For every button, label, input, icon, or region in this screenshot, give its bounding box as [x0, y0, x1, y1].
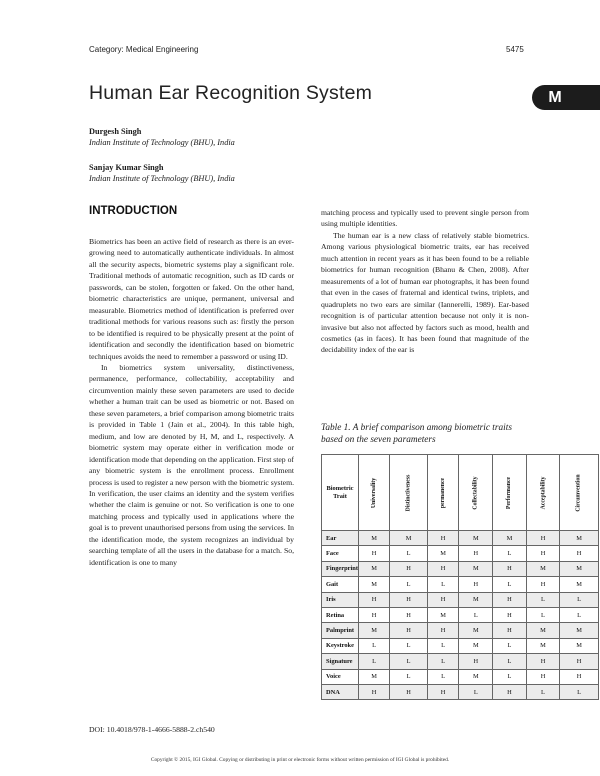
rating-cell: H	[526, 577, 560, 592]
author-block-2	[89, 162, 235, 184]
rating-cell: H	[427, 684, 458, 699]
rating-cell: M	[459, 623, 493, 638]
rating-cell: H	[560, 546, 598, 561]
rating-cell: H	[560, 654, 598, 669]
rating-cell: L	[390, 638, 428, 653]
rating-cell: L	[390, 577, 428, 592]
rating-cell: L	[526, 592, 560, 607]
table-row	[322, 623, 599, 638]
rating-cell: M	[427, 546, 458, 561]
rating-cell: L	[493, 669, 526, 684]
trait-name-cell: Keystroke	[322, 638, 359, 653]
rating-cell: H	[358, 546, 389, 561]
rating-cell: L	[526, 607, 560, 622]
copyright-notice: Copyright © 2015, IGI Global. Copying or distributing in print or electronic forms without written permission of IGI Global is prohibited.	[150, 757, 450, 763]
rating-cell: L	[427, 638, 458, 653]
column-header: Performance	[493, 455, 526, 531]
rating-cell: L	[459, 607, 493, 622]
paragraph: Biometrics has been an active field of research as there is an ever-growing need to automatically authenticate individuals. In almost all the security aspects, biometric systems play a significant role. Traditional methods of automatic recognition, such as ID cards or passwords, can be stolen, forgotten or faked. On the other hand, biometric characteristics are unique, permanent, universal and measurable. Biometrics method of identification is preferred over traditional methods for various reasons such as: firstly the person to be identified is required to be physically present at the point of identification and secondly the identification based on biometric techniques avoids the need to remember a password or using ID.	[89, 237, 294, 361]
table-row	[322, 592, 599, 607]
table-row	[322, 654, 599, 669]
trait-name-cell: Iris	[322, 592, 359, 607]
rating-cell: L	[493, 654, 526, 669]
rating-cell: H	[459, 546, 493, 561]
left-text-column	[89, 236, 294, 568]
rating-cell: M	[358, 577, 389, 592]
rating-cell: M	[427, 607, 458, 622]
rating-cell: H	[560, 669, 598, 684]
trait-name-cell: Signature	[322, 654, 359, 669]
rating-cell: M	[459, 531, 493, 546]
author-name: Sanjay Kumar Singh	[89, 163, 164, 172]
rating-cell: L	[358, 638, 389, 653]
table-caption: Table 1. A brief comparison among biometric traits based on the seven parameters	[321, 423, 512, 445]
rating-cell: L	[493, 577, 526, 592]
rating-cell: H	[493, 623, 526, 638]
column-header: permanence	[427, 455, 458, 531]
rating-cell: M	[526, 623, 560, 638]
author-affiliation: Indian Institute of Technology (BHU), India	[89, 174, 235, 183]
trait-name-cell: Gait	[322, 577, 359, 592]
rating-cell: H	[358, 684, 389, 699]
running-header-category: Category: Medical Engineering	[89, 45, 199, 54]
column-header: Acceptability	[526, 455, 560, 531]
rating-cell: H	[459, 654, 493, 669]
rating-cell: M	[358, 531, 389, 546]
trait-name-cell: Fingerprint	[322, 561, 359, 576]
rating-cell: M	[560, 638, 598, 653]
rating-cell: H	[390, 607, 428, 622]
paragraph: The human ear is a new class of relatively stable biometrics. Among various physiological biometric traits, ear has received much attention in recent years as it has been found to be a reliable biometrics for human recognition (Bhanu & Chen, 2008). After measurements of a lot of human ear photographs, it has been found that even in the cases of fraternal and identical twins, triplets, and quadruplets no two ears are similar (Iannerelli, 1989). Ear-based recognition is of particular attention because not only it is non-invasive but also not affected by factors such as mood, health and cosmetics (as in faces). It has been found that magnitude of the decidability index of the ear is	[321, 230, 529, 355]
rating-cell: H	[390, 592, 428, 607]
trait-name-cell: Face	[322, 546, 359, 561]
section-heading-introduction: INTRODUCTION	[89, 205, 178, 217]
rating-cell: H	[493, 684, 526, 699]
rating-cell: H	[427, 561, 458, 576]
rating-cell: M	[358, 561, 389, 576]
column-header: Distinctiveness	[390, 455, 428, 531]
article-title: Human Ear Recognition System	[89, 82, 373, 104]
rating-cell: L	[526, 684, 560, 699]
rating-cell: H	[493, 561, 526, 576]
paragraph: In biometrics system universality, distinctiveness, permanence, performance, collectability, acceptability and circumvention mainly these seven parameters are used to decide whether a human trait can be used as biometric or not. Based on these seven parameters, a brief comparison among biometric traits is provided in Table 1 (Jain et al., 2004). In this table high, medium, and low are denoted by H, M, and L, respectively. A biometric system may operate either in verification mode or identification mode that depending on the application. First step of any biometric system is the enrollment process. Enrollment process is used to register a new person with the biometric system. In verification, the user claims an identity and the system verifies whether the claim is genuine or not. So verification is one to one matching process and typically used in applications where the goal is to prevent unauthorised persons from using the services. In the identification mode, the system recognizes an individual by searching template of all the users in the database for a match. So, identification is one to many	[89, 362, 294, 567]
author-affiliation: Indian Institute of Technology (BHU), India	[89, 138, 235, 147]
rating-cell: L	[560, 592, 598, 607]
rating-cell: L	[459, 684, 493, 699]
rating-cell: M	[526, 638, 560, 653]
rating-cell: H	[526, 546, 560, 561]
table-row	[322, 577, 599, 592]
trait-name-cell: Voice	[322, 669, 359, 684]
rating-cell: H	[390, 684, 428, 699]
paragraph: matching process and typically used to prevent single person from using multiple identities.	[321, 208, 529, 229]
rating-cell: H	[427, 623, 458, 638]
rating-cell: L	[560, 607, 598, 622]
rating-cell: M	[358, 623, 389, 638]
rating-cell: M	[526, 561, 560, 576]
table-body	[322, 531, 599, 700]
trait-name-cell: DNA	[322, 684, 359, 699]
rating-cell: H	[493, 607, 526, 622]
rating-cell: H	[459, 577, 493, 592]
rating-cell: M	[560, 531, 598, 546]
rating-cell: H	[358, 607, 389, 622]
table-row	[322, 531, 599, 546]
rating-cell: L	[427, 669, 458, 684]
rating-cell: L	[427, 577, 458, 592]
rating-cell: L	[390, 546, 428, 561]
column-header: Collectability	[459, 455, 493, 531]
rating-cell: L	[493, 546, 526, 561]
rating-cell: H	[493, 592, 526, 607]
rating-cell: H	[390, 561, 428, 576]
rating-cell: L	[390, 654, 428, 669]
trait-name-cell: Palmprint	[322, 623, 359, 638]
rating-cell: M	[560, 577, 598, 592]
rating-cell: H	[427, 531, 458, 546]
trait-column-header: Biometric Trait	[322, 455, 359, 531]
table-row	[322, 638, 599, 653]
rating-cell: H	[526, 654, 560, 669]
table-row	[322, 561, 599, 576]
rating-cell: M	[560, 561, 598, 576]
column-header: Circumvention	[560, 455, 598, 531]
right-text-column	[321, 207, 529, 356]
rating-cell: M	[358, 669, 389, 684]
rating-cell: M	[390, 531, 428, 546]
section-letter-tab: M	[532, 85, 600, 110]
author-block-1	[89, 126, 235, 148]
table-row	[322, 684, 599, 699]
rating-cell: H	[526, 669, 560, 684]
doi: DOI: 10.4018/978-1-4666-5888-2.ch540	[89, 725, 215, 734]
table-row	[322, 607, 599, 622]
page-number: 5475	[506, 45, 524, 54]
table-row	[322, 669, 599, 684]
rating-cell: H	[358, 592, 389, 607]
rating-cell: L	[390, 669, 428, 684]
rating-cell: M	[459, 592, 493, 607]
rating-cell: M	[459, 669, 493, 684]
rating-cell: M	[459, 638, 493, 653]
rating-cell: M	[459, 561, 493, 576]
rating-cell: H	[427, 592, 458, 607]
rating-cell: M	[560, 623, 598, 638]
rating-cell: L	[493, 638, 526, 653]
column-header: Universality	[358, 455, 389, 531]
table-row	[322, 546, 599, 561]
rating-cell: L	[560, 684, 598, 699]
trait-name-cell: Retina	[322, 607, 359, 622]
rating-cell: H	[526, 531, 560, 546]
rating-cell: L	[427, 654, 458, 669]
table-header-row	[322, 455, 599, 531]
biometric-comparison-table	[321, 454, 599, 700]
rating-cell: M	[493, 531, 526, 546]
trait-name-cell: Ear	[322, 531, 359, 546]
rating-cell: H	[390, 623, 428, 638]
author-name: Durgesh Singh	[89, 127, 142, 136]
rating-cell: L	[358, 654, 389, 669]
